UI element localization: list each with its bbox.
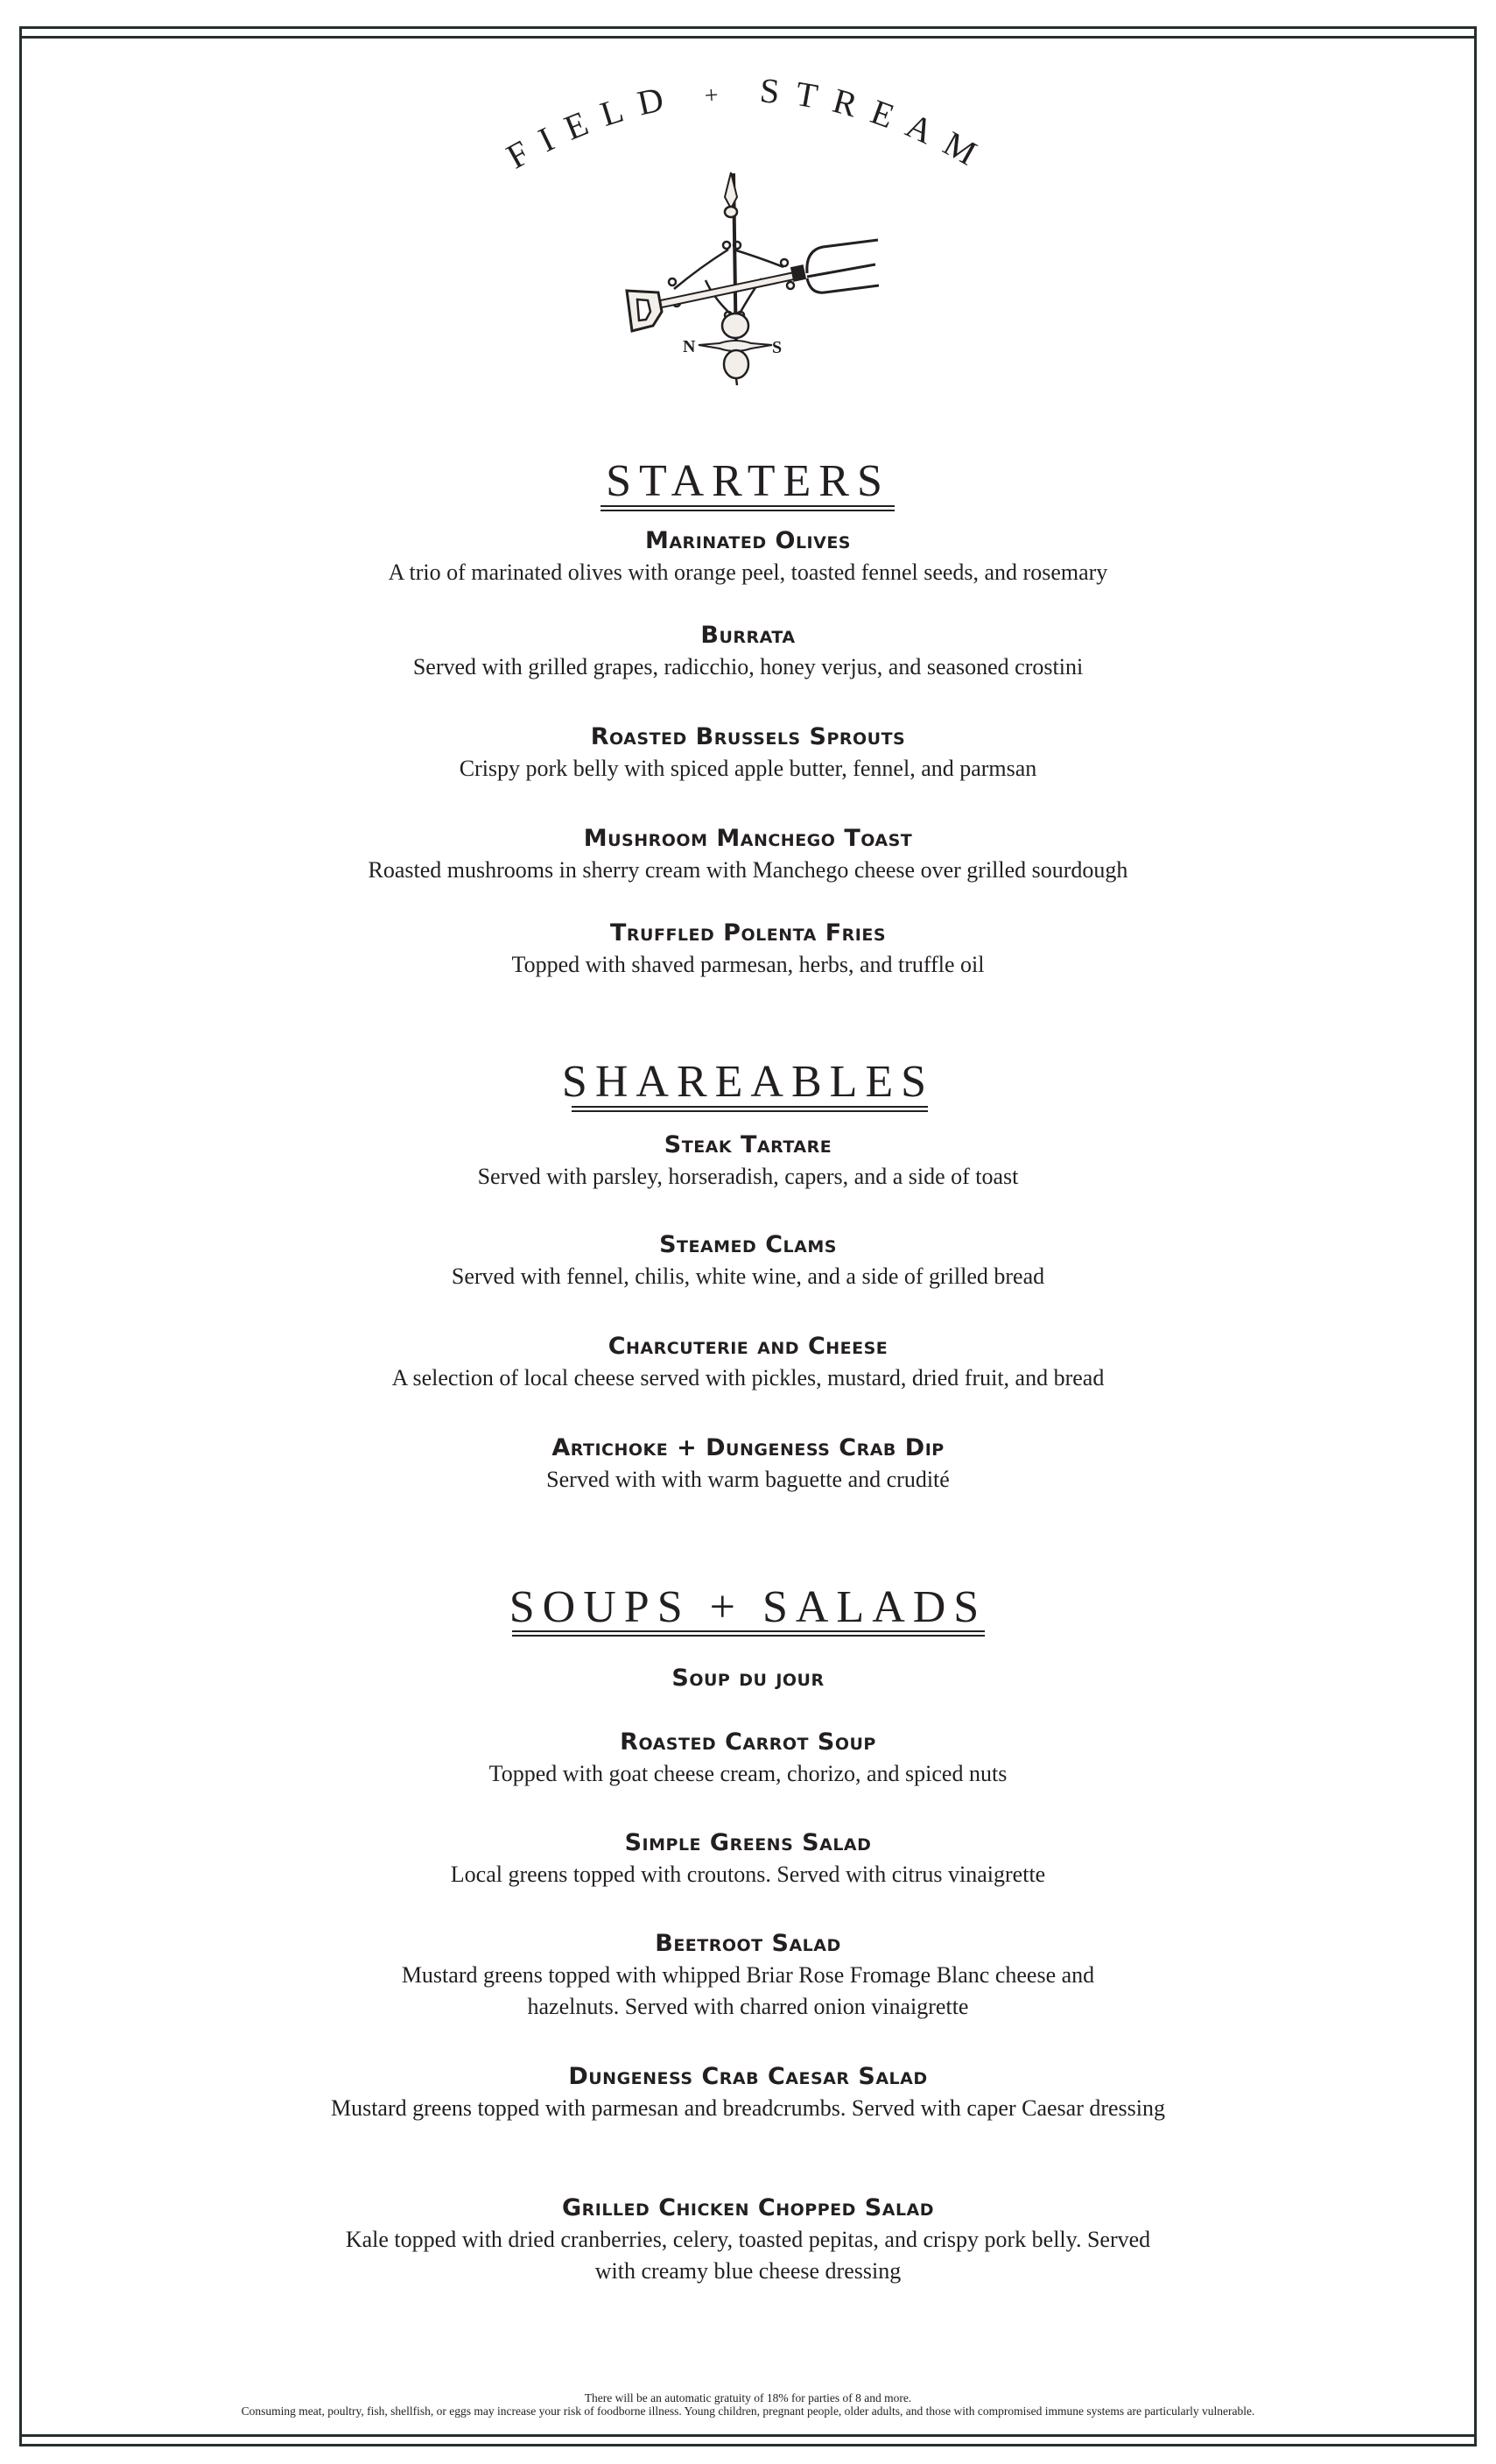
menu-item (0, 1433, 1496, 1496)
section-title-starters: STARTERS (606, 456, 890, 506)
item-description: Crispy pork belly with spiced apple butter, fennel, and parmsan (459, 756, 1037, 781)
gratuity-note: There will be an automatic gratuity of 18% for parties of 8 and more. (584, 2391, 912, 2404)
item-description: Served with fennel, chilis, white wine, and a side of grilled bread (451, 1264, 1045, 1289)
item-name: Artichoke + Dungeness Crab Dip (551, 1434, 945, 1461)
item-name: Soup du jour (671, 1665, 825, 1692)
item-name: Burrata (700, 622, 796, 649)
item-name: Mushroom Manchego Toast (583, 825, 913, 852)
menu-item (0, 823, 1496, 886)
item-name: Beetroot Salad (655, 1930, 841, 1957)
footer-notes (0, 2391, 1496, 2418)
weathervane-icon (627, 172, 879, 385)
menu-item (0, 918, 1496, 981)
item-description: Roasted mushrooms in sherry cream with Manchego cheese over grilled sourdough (368, 857, 1128, 883)
item-name: Dungeness Crab Caesar Salad (568, 2063, 928, 2090)
compass-south-label: S (772, 338, 783, 357)
item-name: Simple Greens Salad (624, 1829, 872, 1856)
item-name: Charcuterie and Cheese (608, 1333, 888, 1360)
item-name: Roasted Brussels Sprouts (590, 723, 906, 750)
menu-item (0, 525, 1496, 588)
section-rule-shareables (572, 1106, 928, 1112)
frame-bottom-outer (19, 2444, 1477, 2446)
item-description: Mustard greens topped with parmesan and breadcrumbs. Served with caper Caesar dressing (330, 2095, 1166, 2121)
item-description: Mustard greens topped with whipped Briar Rose Fromage Blanc cheese and hazelnuts. Served with charred onion vinaigrette (401, 1962, 1095, 2019)
item-name: Steak Tartare (664, 1131, 832, 1158)
brand-name: FIELD + STREAM (500, 70, 998, 181)
menu-item (0, 722, 1496, 785)
section-rule-soups-salads (512, 1630, 985, 1637)
item-description: A selection of local cheese served with pickles, mustard, dried fruit, and bread (391, 1365, 1105, 1390)
compass-north-label: N (683, 337, 696, 356)
menu-item (0, 1727, 1496, 1790)
menu-item (0, 620, 1496, 683)
item-description: Topped with goat cheese cream, chorizo, and spiced nuts (488, 1761, 1008, 1786)
section-rule-starters (601, 505, 895, 511)
section-title-shareables: SHAREABLES (561, 1057, 935, 1107)
section-title-soups-salads: SOUPS + SALADS (509, 1582, 987, 1632)
menu-item (0, 1663, 1496, 1694)
item-description: Served with with warm baguette and crudité (546, 1467, 950, 1492)
menu-item (0, 1827, 1496, 1890)
item-name: Steamed Clams (659, 1231, 837, 1258)
menu-item (0, 1331, 1496, 1394)
item-description: Topped with shaved parmesan, herbs, and truffle oil (511, 952, 985, 977)
menu-item (0, 1928, 1496, 2023)
menu-item (0, 2061, 1496, 2124)
brand-logo (0, 0, 1496, 412)
item-description: Kale topped with dried cranberries, celery, toasted pepitas, and crispy pork belly. Served with creamy blue cheese dressing (345, 2227, 1151, 2284)
item-name: Roasted Carrot Soup (620, 1728, 876, 1756)
frame-bottom-inner (19, 2434, 1477, 2437)
menu-item (0, 2193, 1496, 2287)
item-name: Grilled Chicken Chopped Salad (561, 2194, 935, 2221)
menu-item (0, 1229, 1496, 1292)
item-description: Served with grilled grapes, radicchio, honey verjus, and seasoned crostini (412, 654, 1084, 679)
item-description: A trio of marinated olives with orange peel, toasted fennel seeds, and rosemary (388, 560, 1108, 585)
foodborne-illness-warning: Consuming meat, poultry, fish, shellfish, or eggs may increase your risk of foodborne illness. Young children, pregnant people, older adults, and those with compromised immune systems are particularly vulnerable. (241, 2404, 1255, 2418)
item-name: Truffled Polenta Fries (609, 919, 886, 947)
item-description: Served with parsley, horseradish, capers, and a side of toast (477, 1164, 1019, 1189)
item-name: Marinated Olives (644, 527, 851, 554)
menu-item (0, 1130, 1496, 1193)
item-description: Local greens topped with croutons. Served with citrus vinaigrette (450, 1862, 1046, 1887)
